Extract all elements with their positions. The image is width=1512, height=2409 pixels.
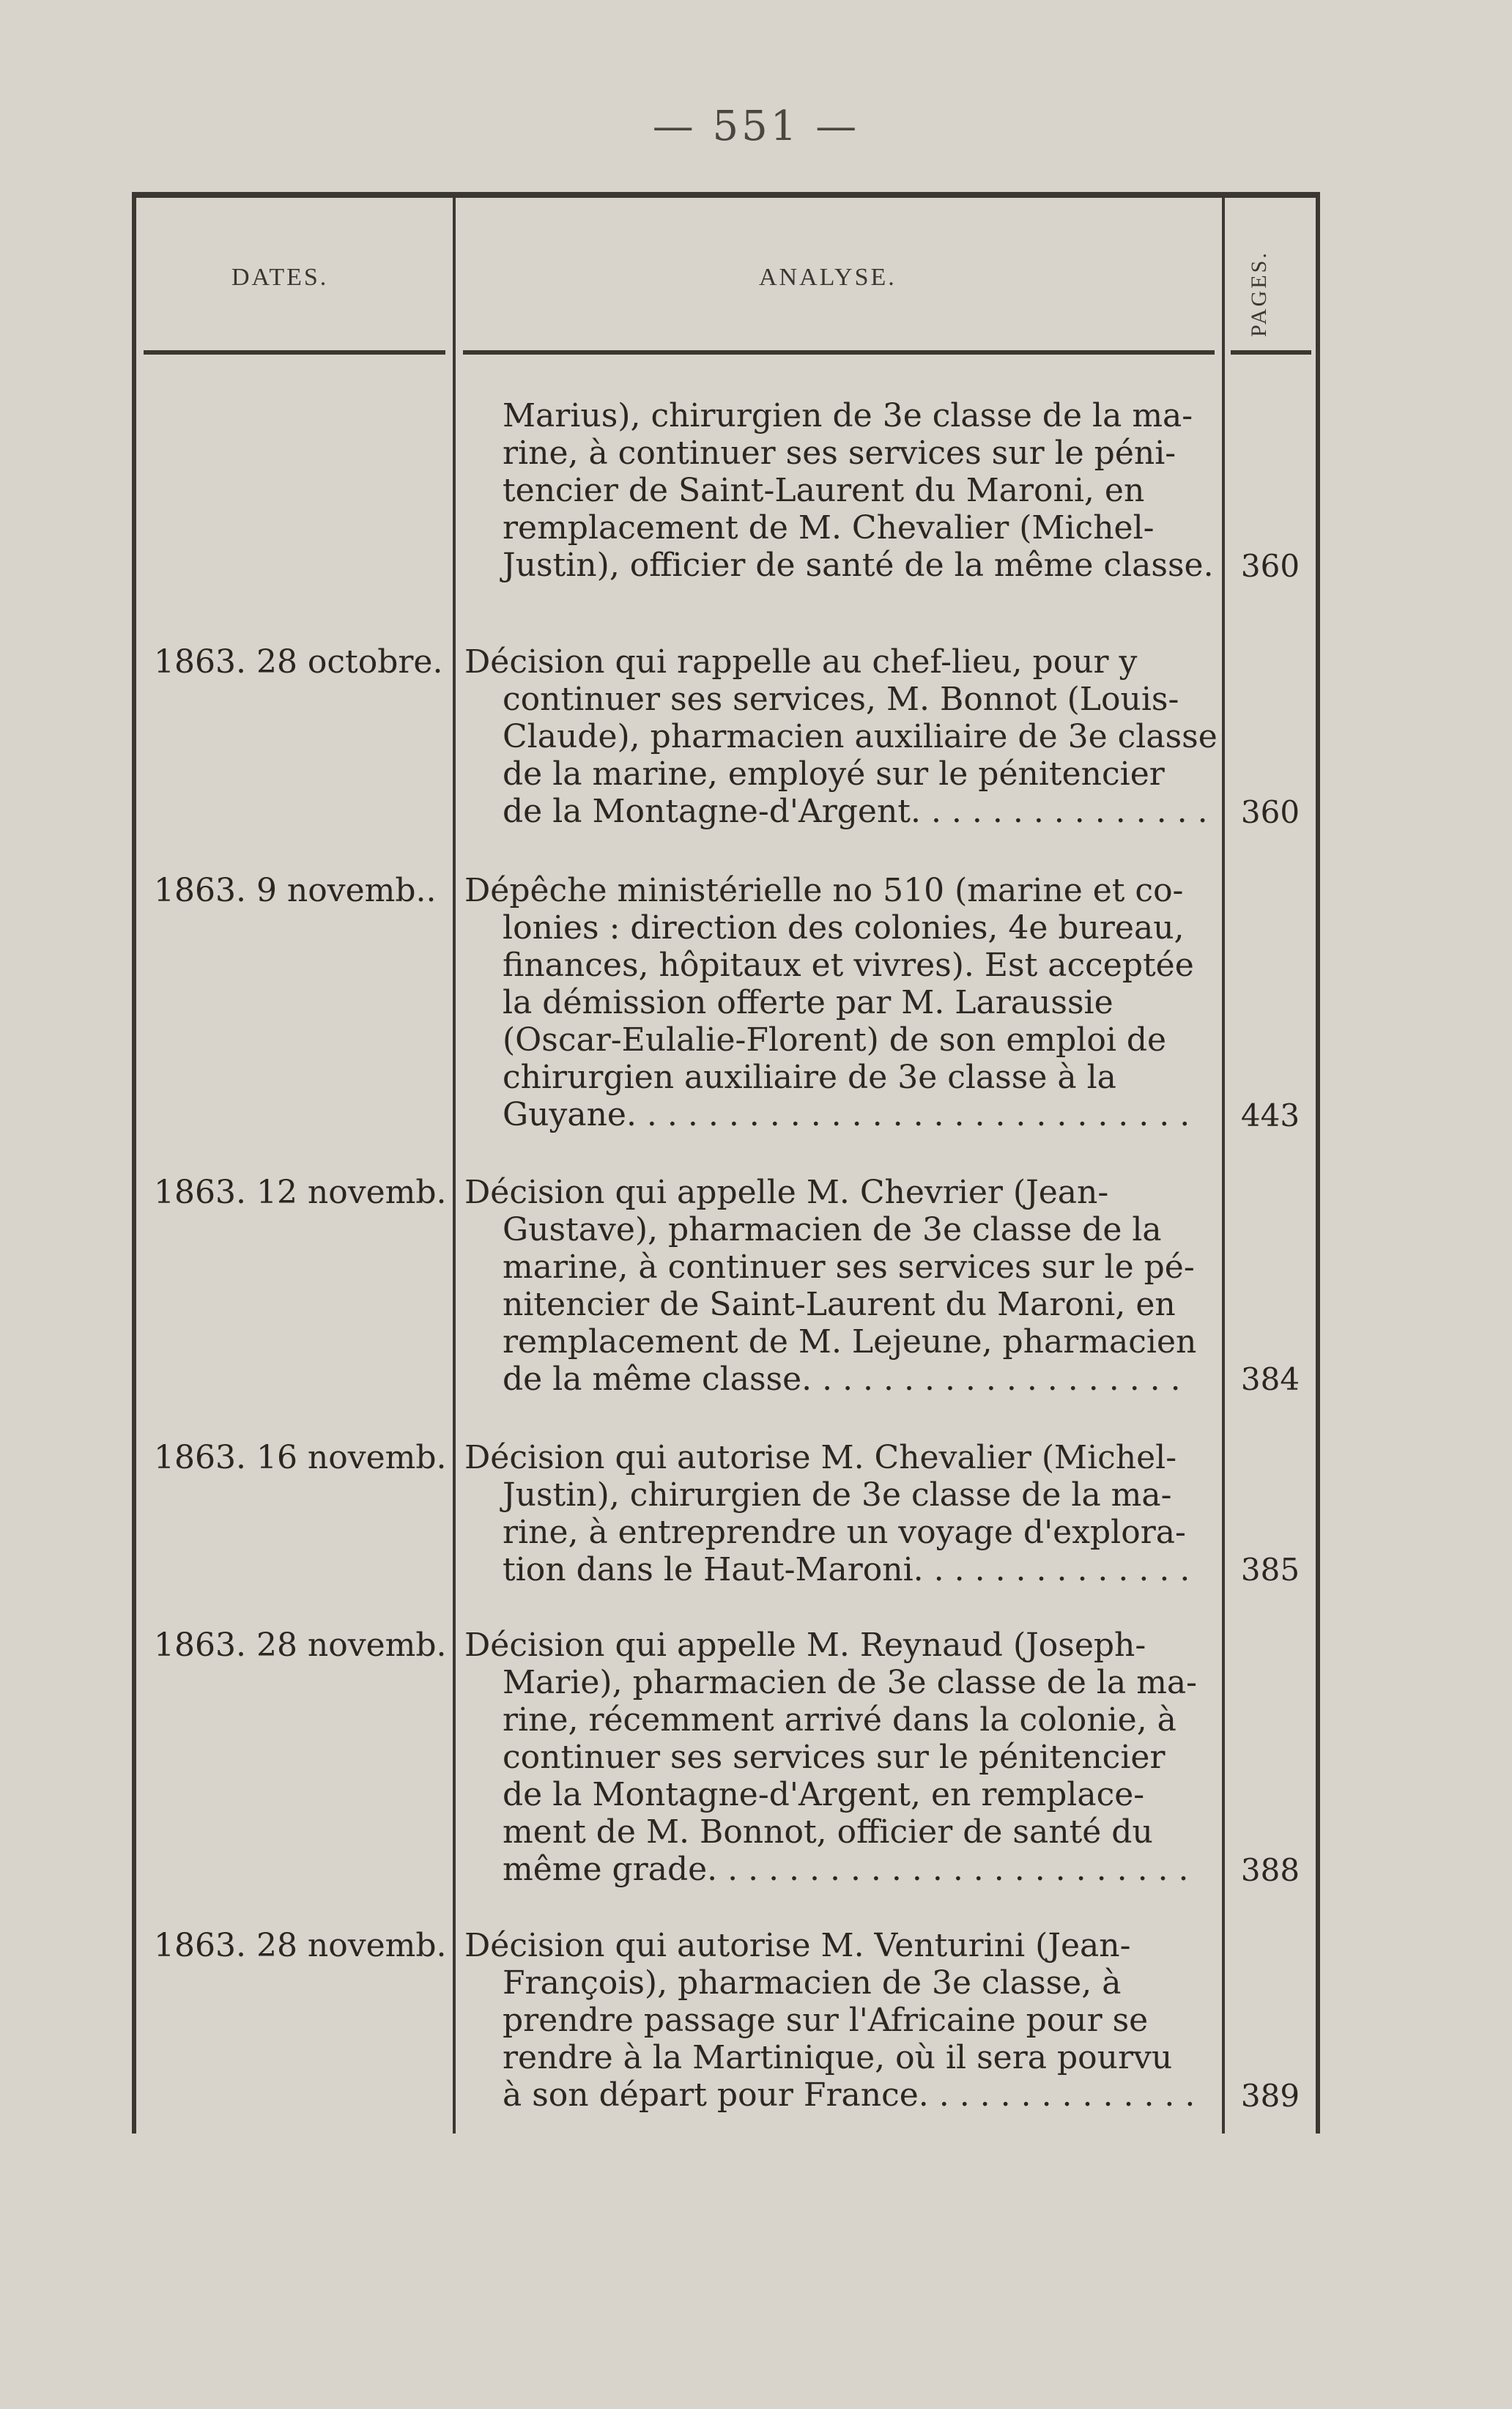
entry-page: 384	[1240, 1361, 1300, 1397]
analysis-line: finances, hôpitaux et vivres). Est acceptée	[503, 947, 1194, 984]
analysis-line: Justin), chirurgien de 3e classe de la ma-	[503, 1476, 1172, 1514]
analysis-line: Marius), chirurgien de 3e classe de la ma-	[503, 397, 1193, 434]
analysis-line: Guyane. . . . . . . . . . . . . . . . . . . . . . . . . . . .	[503, 1096, 1190, 1133]
entry-analysis	[464, 643, 1218, 830]
analysis-line: Justin), officier de santé de la même classe.	[503, 547, 1214, 584]
entry-page: 385	[1240, 1552, 1300, 1588]
entry-analysis	[464, 1927, 1218, 2114]
analysis-line: remplacement de M. Chevalier (Michel-	[503, 509, 1155, 547]
entry-page: 389	[1240, 2078, 1300, 2114]
entry-date: 1863. 9 novemb..	[154, 872, 437, 909]
analysis-line: de la même classe. . . . . . . . . . . . . . . . . . .	[503, 1361, 1181, 1398]
entry-analysis	[464, 872, 1218, 1133]
analysis-line: de la Montagne-d'Argent. . . . . . . . . . . . . . .	[503, 793, 1208, 830]
analysis-line: Dépêche ministérielle no 510 (marine et co-	[464, 872, 1184, 909]
analysis-line: de la Montagne-d'Argent, en remplace-	[503, 1776, 1145, 1813]
entry-page: 443	[1240, 1098, 1300, 1133]
column-divider-dates	[453, 198, 456, 2134]
analysis-line: prendre passage sur l'Africaine pour se	[503, 2002, 1149, 2039]
entry-analysis	[464, 1439, 1218, 1588]
entry-analysis	[464, 1627, 1218, 1888]
header-pages	[1237, 234, 1295, 337]
entry-date: 1863. 28 novemb.	[154, 1627, 447, 1664]
analysis-line: même grade. . . . . . . . . . . . . . . . . . . . . . . .	[503, 1851, 1189, 1888]
analysis-line: rine, à continuer ses services sur le péni-	[503, 434, 1176, 472]
entry-date: 1863. 12 novemb.	[154, 1174, 447, 1211]
analysis-line: de la marine, employé sur le pénitencier	[503, 755, 1165, 793]
page-number: — 551 —	[652, 103, 860, 150]
column-divider-pages	[1222, 198, 1225, 2134]
entry-analysis	[464, 397, 1218, 584]
analysis-line: (Oscar-Eulalie-Florent) de son emploi de	[503, 1021, 1167, 1059]
analysis-line: continuer ses services, M. Bonnot (Louis-	[503, 681, 1179, 718]
analysis-line: la démission offerte par M. Laraussie	[503, 984, 1113, 1021]
header-rule	[463, 350, 1215, 355]
analysis-line: à son départ pour France. . . . . . . . . . . . . .	[503, 2076, 1196, 2114]
analysis-line: remplacement de M. Lejeune, pharmacien	[503, 1323, 1197, 1361]
analysis-line: Décision qui autorise M. Venturini (Jean-	[464, 1927, 1131, 1964]
entry-date: 1863. 16 novemb.	[154, 1439, 447, 1476]
entry-page: 388	[1240, 1852, 1300, 1888]
analysis-line: Décision qui rappelle au chef-lieu, pour y	[464, 643, 1138, 681]
analysis-line: Décision qui autorise M. Chevalier (Michel-	[464, 1439, 1177, 1476]
entry-page: 360	[1240, 548, 1300, 584]
analysis-line: Marie), pharmacien de 3e classe de la ma-	[503, 1664, 1198, 1701]
header-dates: DATES.	[231, 264, 329, 291]
analysis-line: ment de M. Bonnot, officier de santé du	[503, 1813, 1153, 1851]
analysis-line: continuer ses services sur le pénitencier	[503, 1739, 1166, 1776]
entry-date: 1863. 28 octobre.	[154, 643, 443, 681]
analysis-line: Claude), pharmacien auxiliaire de 3e classe	[503, 718, 1218, 755]
analysis-line: nitencier de Saint-Laurent du Maroni, en	[503, 1286, 1176, 1323]
entry-analysis	[464, 1174, 1218, 1398]
analysis-line: chirurgien auxiliaire de 3e classe à la	[503, 1059, 1116, 1096]
analysis-line: rine, récemment arrivé dans la colonie, à	[503, 1701, 1176, 1739]
index-table	[132, 192, 1320, 2134]
entry-date: 1863. 28 novemb.	[154, 1927, 447, 1964]
header-rule	[1231, 350, 1311, 355]
analysis-line: Décision qui appelle M. Reynaud (Joseph-	[464, 1627, 1146, 1664]
header-rule	[144, 350, 445, 355]
analysis-line: tion dans le Haut-Maroni. . . . . . . . . . . . . .	[503, 1551, 1190, 1588]
analysis-line: marine, à continuer ses services sur le pé-	[503, 1248, 1195, 1286]
analysis-line: François), pharmacien de 3e classe, à	[503, 1964, 1122, 2002]
header-pages-label: PAGES.	[1247, 251, 1271, 337]
analysis-line: rine, à entreprendre un voyage d'explora-	[503, 1514, 1186, 1551]
analysis-line: Gustave), pharmacien de 3e classe de la	[503, 1211, 1162, 1248]
header-analyse: ANALYSE.	[759, 264, 897, 291]
analysis-line: tencier de Saint-Laurent du Maroni, en	[503, 472, 1145, 509]
analysis-line: rendre à la Martinique, où il sera pourvu	[503, 2039, 1173, 2076]
entry-page: 360	[1240, 794, 1300, 830]
analysis-line: lonies : direction des colonies, 4e bureau,	[503, 909, 1185, 947]
table-header	[136, 198, 1316, 360]
analysis-line: Décision qui appelle M. Chevrier (Jean-	[464, 1174, 1109, 1211]
